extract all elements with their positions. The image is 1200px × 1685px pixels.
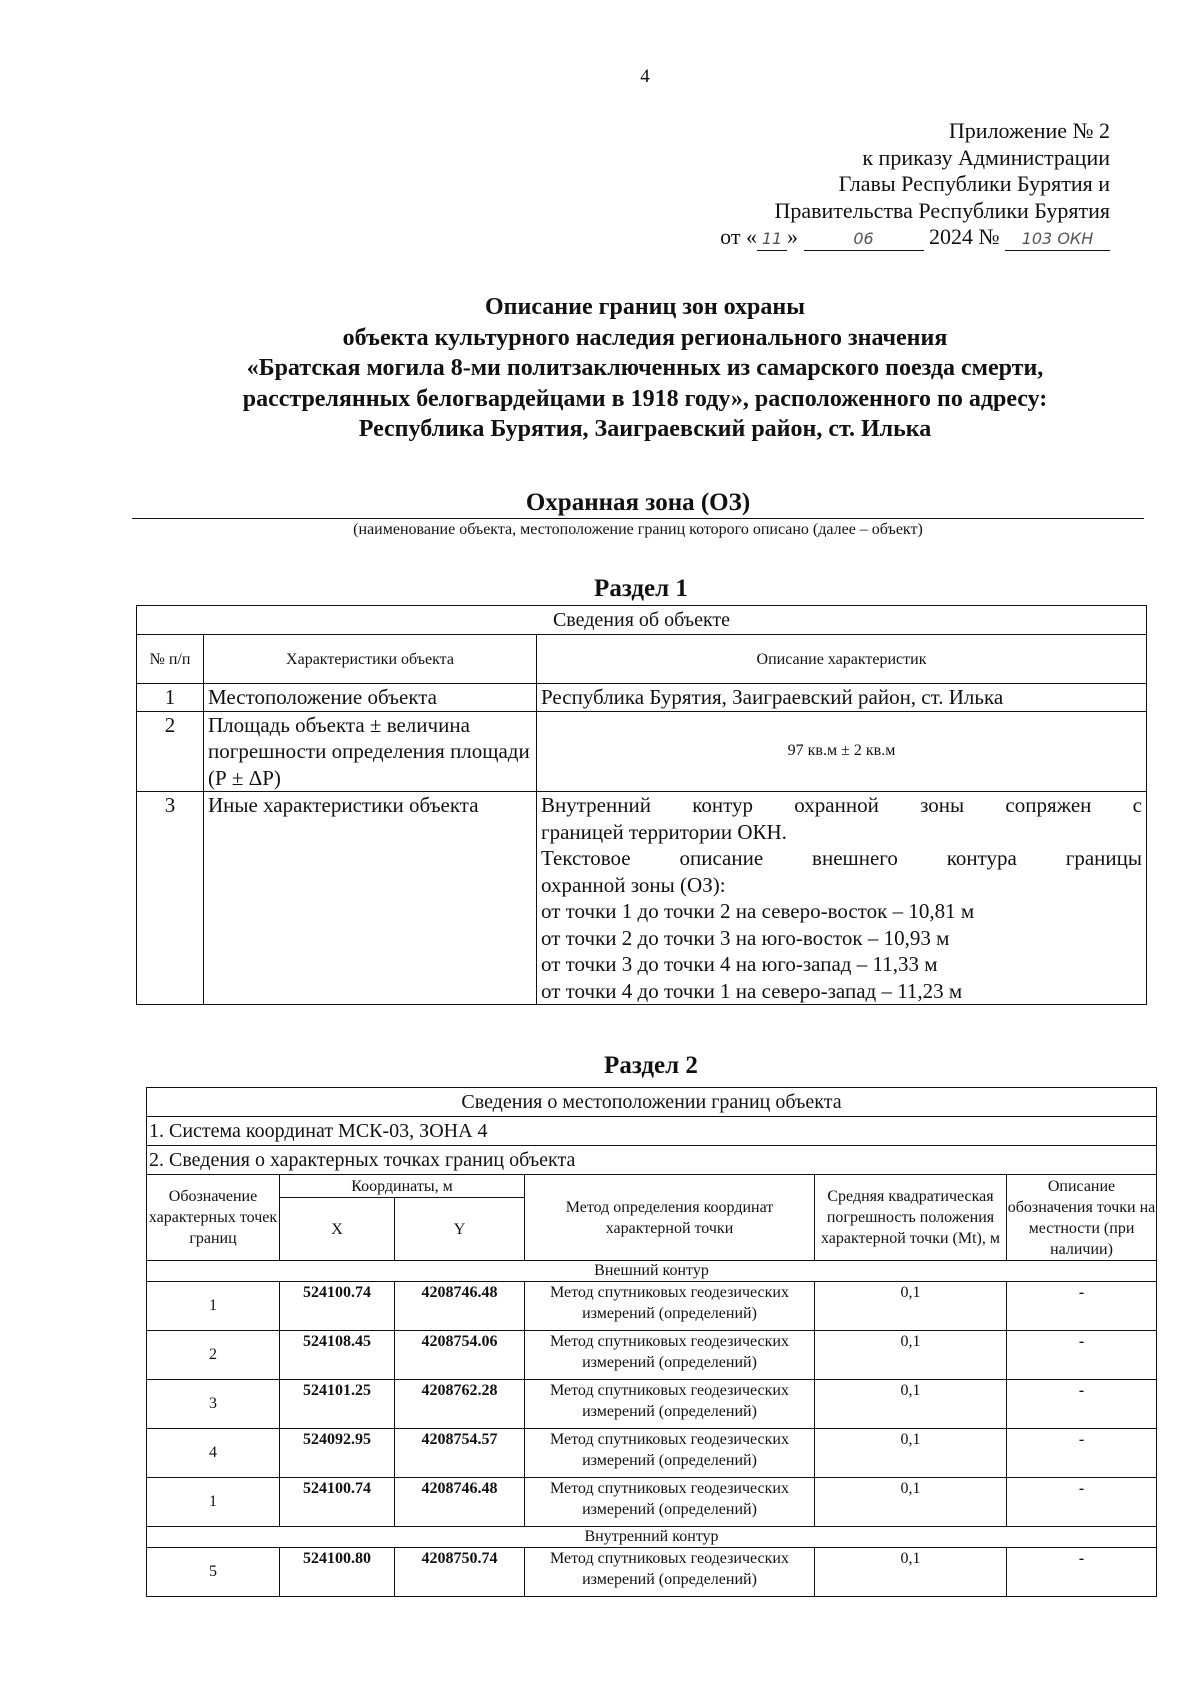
- point-x: 524100.74: [280, 1282, 395, 1331]
- point-method: Метод спутниковых геодезических измерений (определений): [525, 1429, 815, 1478]
- point-id: 2: [147, 1331, 280, 1380]
- table-row: [147, 1380, 1157, 1429]
- point-y: 4208746.48: [395, 1478, 525, 1527]
- point-method: Метод спутниковых геодезических измерений (определений): [525, 1478, 815, 1527]
- title-line: Республика Бурятия, Заиграевский район, ст. Илька: [358, 416, 932, 442]
- point-x: 524100.80: [280, 1548, 395, 1597]
- zone-note: (наименование объекта, местоположение границ которого описано (далее – объект): [353, 521, 923, 538]
- appendix-line: Главы Республики Бурятия и: [838, 171, 1110, 196]
- order-day: 11: [757, 228, 787, 251]
- point-id: 5: [147, 1548, 280, 1597]
- point-x: 524101.25: [280, 1380, 395, 1429]
- description-line: от точки 4 до точки 1 на северо-запад – 11,23 м: [541, 978, 963, 1003]
- description-line: от точки 2 до точки 3 на юго-восток – 10,93 м: [541, 925, 950, 950]
- point-id: 1: [147, 1282, 280, 1331]
- table-row: [137, 711, 1147, 792]
- point-id: 1: [147, 1478, 280, 1527]
- description-line: Внутренний контур охранной зоны сопряжен с: [541, 793, 1142, 817]
- point-y: 4208750.74: [395, 1548, 525, 1597]
- row-name: Иные характеристики объекта: [204, 792, 537, 1005]
- point-error: 0,1: [815, 1429, 1007, 1478]
- row-name: Площадь объекта ± величина погрешности определения площади (Р ± ΔР): [204, 711, 537, 792]
- point-description: -: [1007, 1429, 1157, 1478]
- table-row: [137, 684, 1147, 712]
- order-month: 06: [804, 228, 924, 251]
- section2-heading: Раздел 2: [604, 1052, 698, 1079]
- outer-contour-rows: [147, 1282, 1157, 1527]
- object-info-table: [136, 605, 1147, 1005]
- coordinate-system: 1. Система координат МСК-03, ЗОНА 4: [147, 1117, 1157, 1146]
- title-line: объекта культурного наследия регионального значения: [342, 324, 948, 351]
- point-y: 4208754.06: [395, 1331, 525, 1380]
- point-description: -: [1007, 1380, 1157, 1429]
- table-row: [147, 1331, 1157, 1380]
- description-line: от точки 1 до точки 2 на северо-восток – 10,81 м: [541, 899, 975, 923]
- header-x: X: [280, 1198, 395, 1261]
- point-error: 0,1: [815, 1331, 1007, 1380]
- description-line: от точки 3 до точки 4 на юго-запад – 11,33 м: [541, 952, 938, 976]
- zone-title: Охранная зона (ОЗ): [132, 488, 1144, 519]
- point-description: -: [1007, 1478, 1157, 1527]
- point-description: -: [1007, 1282, 1157, 1331]
- appendix-line: к приказу Администрации: [862, 144, 1110, 170]
- title-line: расстрелянных белогвардейцами в 1918 году», расположенного по адресу:: [242, 385, 1048, 412]
- header-y: Y: [395, 1198, 525, 1261]
- point-x: 524108.45: [280, 1331, 395, 1380]
- description-line: охранной зоны (ОЗ):: [541, 872, 726, 897]
- inner-contour-rows: [147, 1548, 1157, 1597]
- table-row: [147, 1548, 1157, 1597]
- appendix-block: [720, 118, 1110, 251]
- row-description: [537, 792, 1147, 1005]
- title-line: «Братская могила 8-ми политзаключенных из самарского поезда смерти,: [246, 355, 1044, 381]
- header-point-description: Описание обозначения точки на местности (при наличии): [1007, 1175, 1157, 1261]
- table-row: [147, 1429, 1157, 1478]
- table-caption: Сведения о местоположении границ объекта: [147, 1088, 1157, 1117]
- boundary-points-table: [146, 1087, 1157, 1597]
- date-mid: »: [787, 224, 798, 249]
- point-y: 4208754.57: [395, 1429, 525, 1478]
- row-number: 2: [137, 711, 204, 792]
- header-no: № п/п: [137, 635, 204, 684]
- point-error: 0,1: [815, 1380, 1007, 1429]
- table-row: [147, 1478, 1157, 1527]
- table-row: [137, 792, 1147, 1005]
- order-date-line: [720, 224, 1110, 251]
- description-line: Текстовое описание внешнего контура границы: [541, 846, 1142, 870]
- header-characteristic: Характеристики объекта: [204, 635, 537, 684]
- point-error: 0,1: [815, 1478, 1007, 1527]
- inner-contour-label: Внутренний контур: [147, 1527, 1157, 1548]
- date-prefix: от «: [720, 224, 757, 249]
- row-number: 1: [137, 684, 204, 712]
- table-row: [147, 1282, 1157, 1331]
- row-description: Республика Бурятия, Заиграевский район, ст. Илька: [537, 684, 1147, 712]
- point-description: -: [1007, 1331, 1157, 1380]
- row-description: 97 кв.м ± 2 кв.м: [537, 711, 1147, 792]
- point-error: 0,1: [815, 1282, 1007, 1331]
- point-y: 4208746.48: [395, 1282, 525, 1331]
- appendix-line: Правительства Республики Бурятия: [774, 197, 1110, 223]
- header-description: Описание характеристик: [537, 635, 1147, 684]
- page-number: 4: [640, 66, 650, 87]
- point-id: 4: [147, 1429, 280, 1478]
- row-name: Местоположение объекта: [204, 684, 537, 712]
- points-caption: 2. Сведения о характерных точках границ объекта: [147, 1146, 1157, 1175]
- order-number: 103 ОКН: [1005, 228, 1110, 251]
- title-line: Описание границ зон охраны: [485, 294, 805, 320]
- section1-heading: Раздел 1: [594, 575, 688, 602]
- row-number: 3: [137, 792, 204, 1005]
- point-y: 4208762.28: [395, 1380, 525, 1429]
- point-method: Метод спутниковых геодезических измерений (определений): [525, 1331, 815, 1380]
- document-title: [140, 292, 1150, 445]
- header-designation: Обозначение характерных точек границ: [147, 1175, 280, 1261]
- order-year-number: 2024 №: [929, 224, 1000, 249]
- point-error: 0,1: [815, 1548, 1007, 1597]
- point-id: 3: [147, 1380, 280, 1429]
- point-x: 524100.74: [280, 1478, 395, 1527]
- outer-contour-label: Внешний контур: [147, 1261, 1157, 1282]
- point-description: -: [1007, 1548, 1157, 1597]
- point-method: Метод спутниковых геодезических измерений (определений): [525, 1548, 815, 1597]
- appendix-line: Приложение № 2: [948, 118, 1110, 143]
- point-x: 524092.95: [280, 1429, 395, 1478]
- header-error: Средняя квадратическая погрешность положения характерной точки (Mt), м: [815, 1175, 1007, 1261]
- header-coordinates: Координаты, м: [280, 1175, 525, 1198]
- point-method: Метод спутниковых геодезических измерений (определений): [525, 1380, 815, 1429]
- point-method: Метод спутниковых геодезических измерений (определений): [525, 1282, 815, 1331]
- description-line: границей территории ОКН.: [541, 819, 787, 844]
- header-method: Метод определения координат характерной точки: [525, 1175, 815, 1261]
- table-caption: Сведения об объекте: [137, 606, 1147, 635]
